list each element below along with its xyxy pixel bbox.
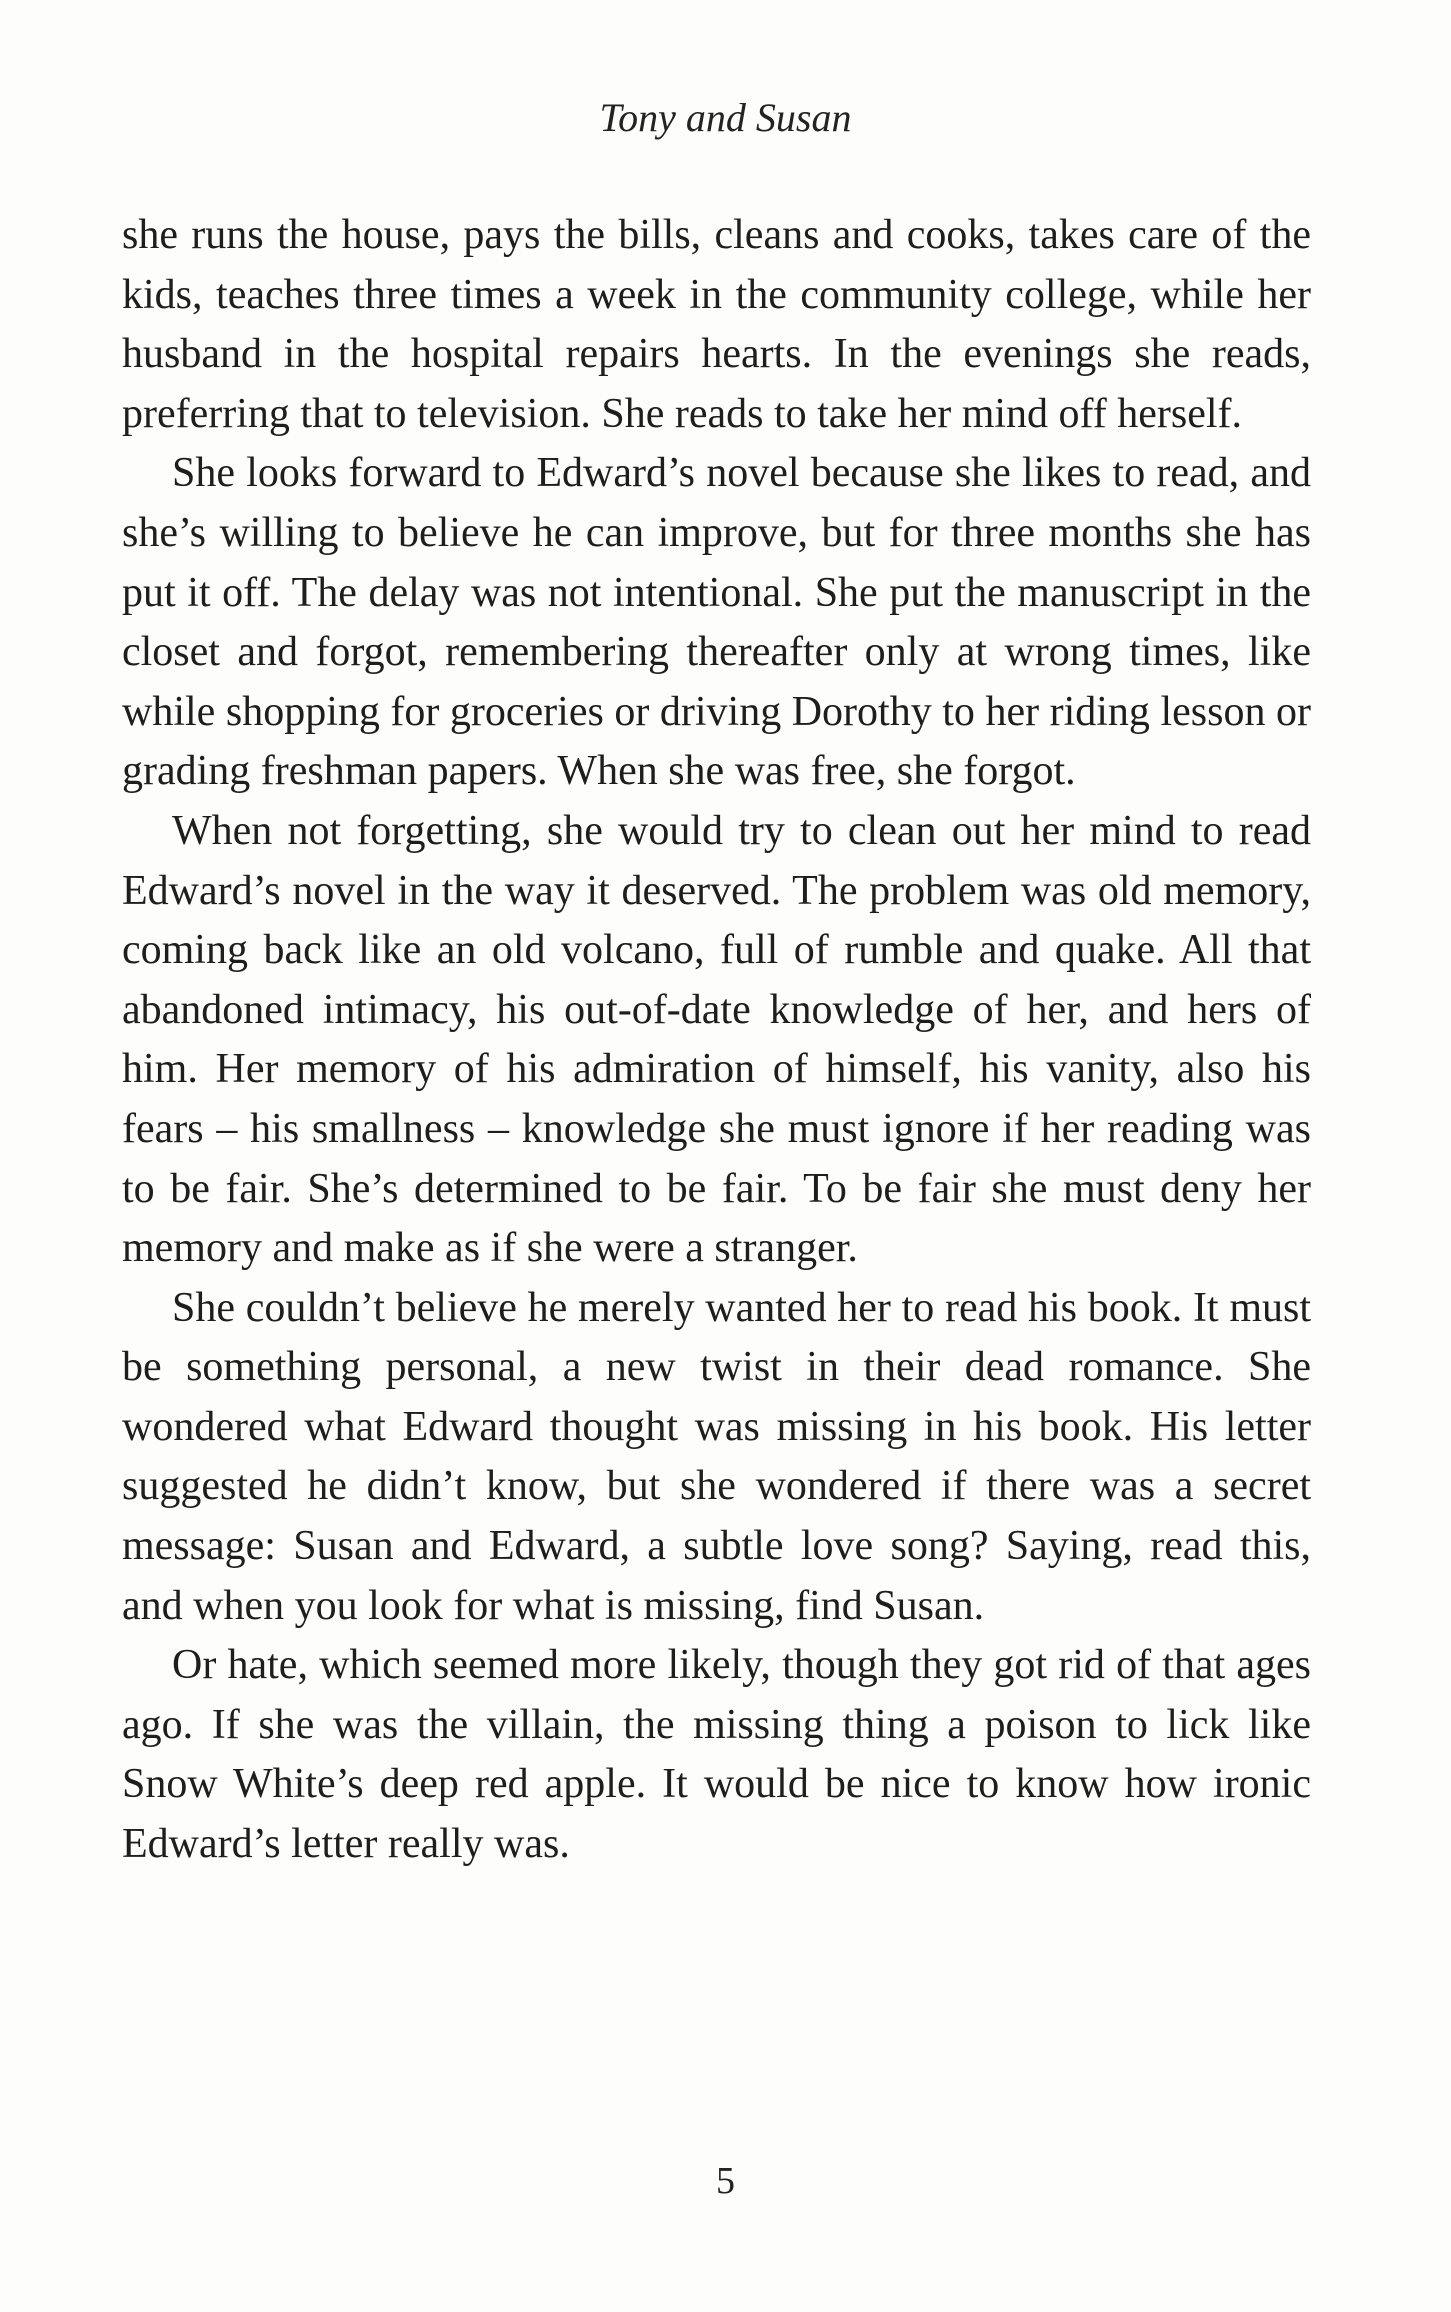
paragraph: When not forgetting, she would try to clean out her mind to read Edward’s novel in the way it deserved. The problem was old memory, coming back like an old volcano, full of rumble and quake. All that abandoned intimacy, his out-of-date knowledge of her, and hers of him. Her memory of his admiration of himself, his vanity, also his fears – his smallness – knowledge she must ignore if her reading was to be fair. She’s determined to be fair. To be fair she must deny her memory and make as if she were a stranger. — [122, 807, 1311, 1272]
page-number: 5 — [716, 2160, 735, 2202]
paragraph: She couldn’t believe he merely wanted her to read his book. It must be something personal, a new twist in their dead romance. She wondered what Edward thought was missing in his book. His letter suggested he didn’t know, but she wondered if there was a secret message: Susan and Edward, a subtle love song? Saying, read this, and when you look for what is missing, find Susan. — [122, 1284, 1311, 1629]
running-head: Tony and Susan — [599, 95, 852, 140]
paragraph: She looks forward to Edward’s novel because she likes to read, and she’s willing to believe he can improve, but for three months she has put it off. The delay was not intentional. She put the manuscript in the closet and forgot, remembering thereafter only at wrong times, like while shopping for groceries or driving Dorothy to her riding lesson or grading freshman papers. When she was free, she forgot. — [122, 450, 1311, 795]
paragraph: she runs the house, pays the bills, cleans and cooks, takes care of the kids, teaches three times a week in the community college, while her husband in the hospital repairs hearts. In the evenings she reads, preferring that to television. She reads to take her mind off herself. — [122, 212, 1311, 437]
paragraph: Or hate, which seemed more likely, though they got rid of that ages ago. If she was the villain, the missing thing a poison to lick like Snow White’s deep red apple. It would be nice to know how ironic Edward’s letter really was. — [122, 1642, 1311, 1868]
body-text — [122, 206, 1311, 1875]
